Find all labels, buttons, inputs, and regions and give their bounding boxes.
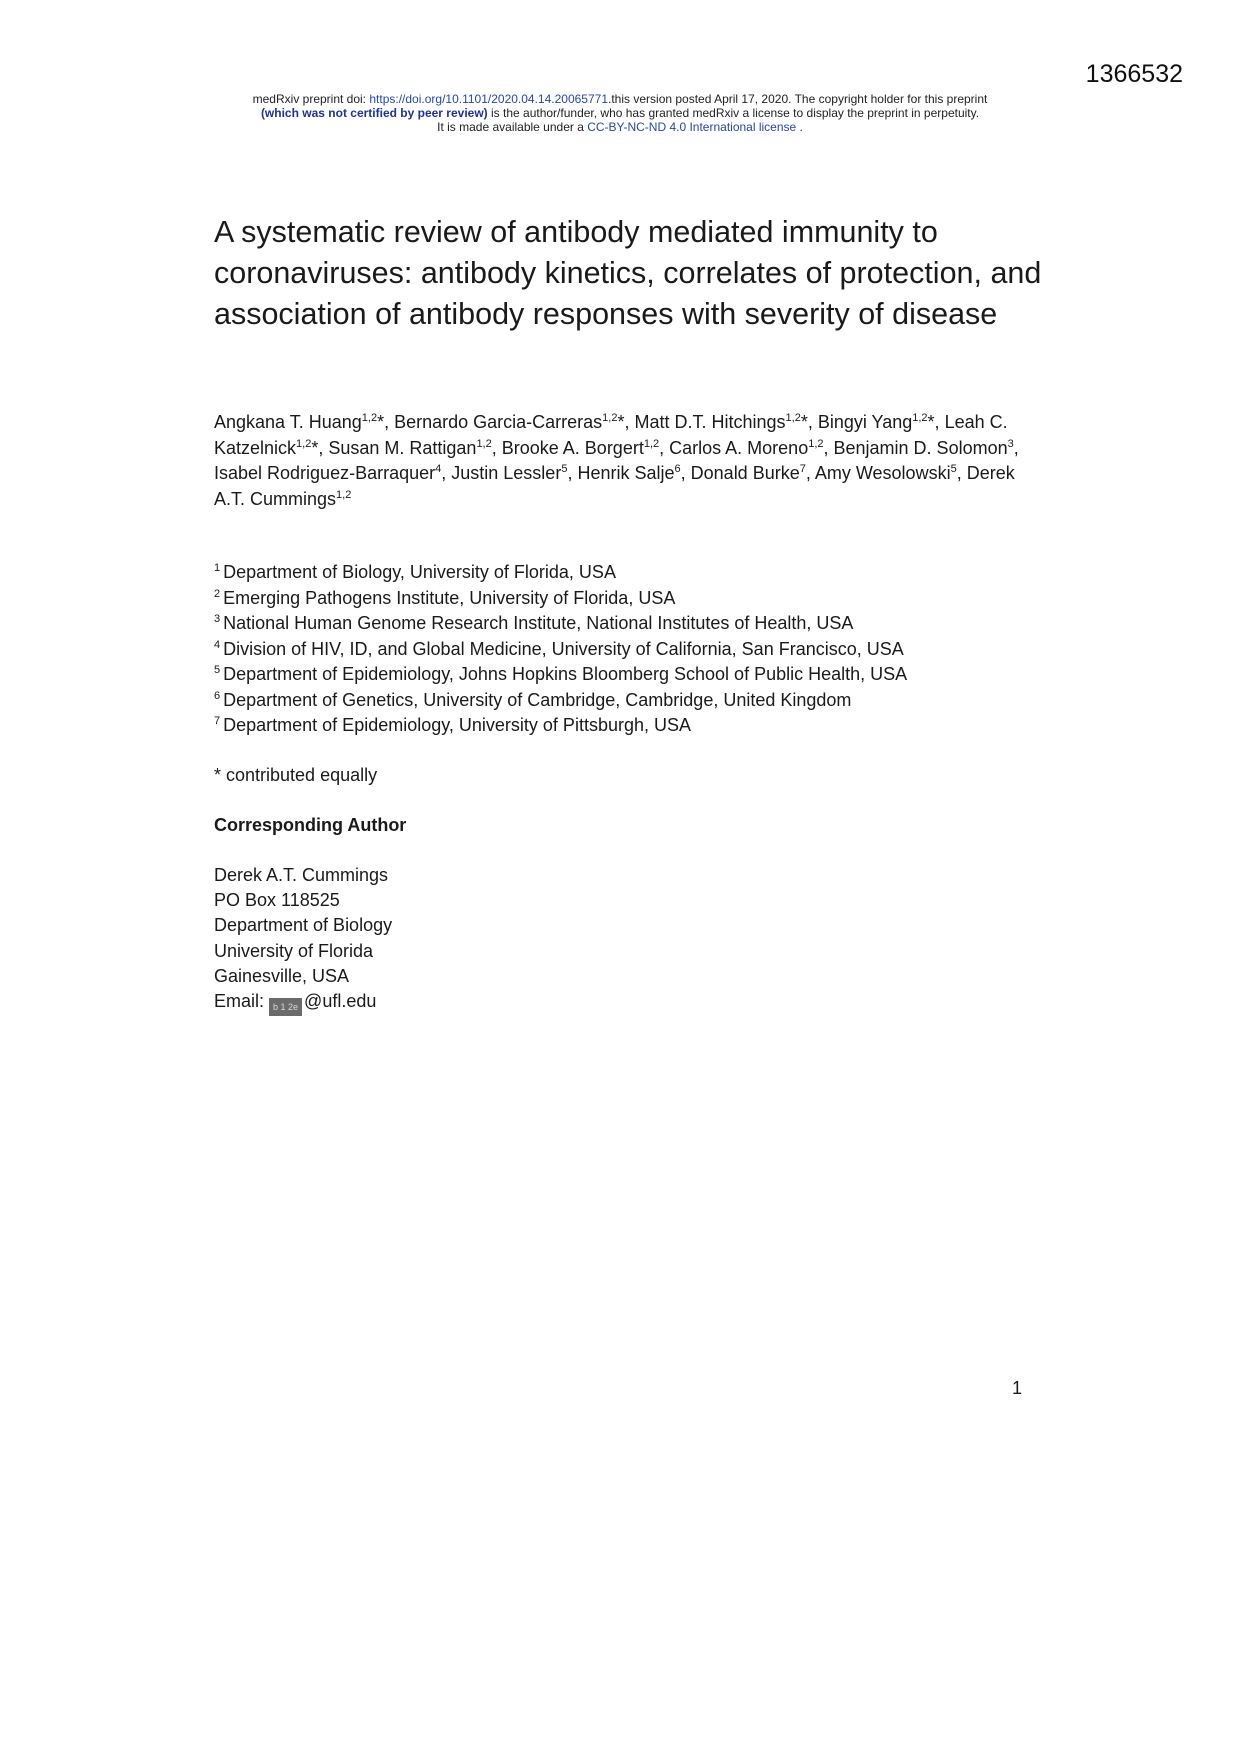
author-name: Carlos A. Moreno xyxy=(669,437,809,458)
affiliation-item xyxy=(214,688,1034,714)
author-separator: *, xyxy=(311,437,329,458)
corresponding-author-heading: Corresponding Author xyxy=(214,815,407,835)
affiliation-text: Emerging Pathogens Institute, University of Florida, USA xyxy=(223,587,676,608)
affiliation-text: Department of Epidemiology, Johns Hopkins Bloomberg School of Public Health, USA xyxy=(223,664,908,684)
corresponding-name: Derek A.T. Cummings xyxy=(214,865,389,885)
author xyxy=(691,463,815,483)
author xyxy=(818,412,945,432)
author-separator: *, xyxy=(617,412,635,432)
author-affiliation-marker: 1,2 xyxy=(602,412,618,424)
author-affiliation-marker: 1,2 xyxy=(808,437,824,450)
author-affiliation-marker: 1,2 xyxy=(296,437,312,450)
affiliation-text: Division of HIV, ID, and Global Medicine, University of California, San Francisco, USA xyxy=(223,638,904,659)
affiliation-text: Department of Genetics, University of Cambridge, Cambridge, United Kingdom xyxy=(223,689,852,710)
email-line xyxy=(214,989,392,1016)
author-separator: , xyxy=(956,463,967,483)
affiliation-text: Department of Epidemiology, University of Pittsburgh, USA xyxy=(223,715,691,735)
author-name: Henrik Salje xyxy=(577,463,675,483)
author-separator: , xyxy=(441,463,452,483)
author-affiliation-marker: 1,2 xyxy=(476,437,492,450)
author-separator: , xyxy=(567,463,578,483)
affiliation-number: 4 xyxy=(214,638,221,651)
author-affiliation-marker: 1,2 xyxy=(912,412,928,424)
affiliation-item xyxy=(214,713,1034,739)
author xyxy=(214,412,394,432)
affiliation-number: 3 xyxy=(214,613,221,625)
po-box: PO Box 118525 xyxy=(214,890,340,911)
author-name: Isabel Rodriguez-Barraquer xyxy=(214,463,436,483)
author-affiliation-marker: 5 xyxy=(561,463,568,475)
corresponding-address xyxy=(214,863,392,1016)
affiliation-number: 5 xyxy=(214,664,221,676)
banner-doi-prefix: medRxiv preprint doi: xyxy=(252,92,370,106)
author-affiliation-marker: 5 xyxy=(950,463,957,475)
author-affiliation-marker: 4 xyxy=(435,463,442,475)
affiliation-item xyxy=(214,560,1034,586)
author-name: Bernardo Garcia-Carreras xyxy=(394,412,603,432)
banner-line-3 xyxy=(196,120,1044,134)
doi-link[interactable]: https://doi.org/10.1101/2020.04.14.20065771 xyxy=(369,92,609,106)
affiliation-item xyxy=(214,586,1034,612)
author-name: Donald Burke xyxy=(690,463,800,483)
department: Department of Biology xyxy=(214,915,393,936)
author-affiliation-marker: 3 xyxy=(1007,437,1014,450)
author-name: Leah C. Katzelnick xyxy=(214,412,1008,458)
author-name: Amy Wesolowski xyxy=(814,463,951,483)
author-separator: , xyxy=(491,437,502,458)
author-affiliation-marker: 7 xyxy=(799,463,806,475)
equal-contribution-note: * contributed equally xyxy=(214,765,378,785)
author-name: Bingyi Yang xyxy=(817,412,913,432)
affiliation-item xyxy=(214,637,1034,663)
author-separator: , xyxy=(680,463,691,483)
author-name: Matt D.T. Hitchings xyxy=(634,412,786,432)
affiliation-number: 2 xyxy=(214,587,221,600)
author-separator: *, xyxy=(800,412,818,432)
banner-line-1 xyxy=(196,92,1044,106)
email-domain[interactable]: @ufl.edu xyxy=(304,991,377,1012)
author-separator: , xyxy=(659,437,670,458)
author-separator: , xyxy=(1013,437,1019,458)
university: University of Florida xyxy=(214,940,374,961)
affiliation-number: 6 xyxy=(214,689,221,702)
paper-title: A systematic review of antibody mediated immunity to coronaviruses: antibody kinetics, correlates of protection, and association of antibody responses with severity of disease xyxy=(214,215,1042,331)
city: Gainesville, USA xyxy=(214,965,350,986)
banner-license-text: is the author/funder, who has granted medRxiv a license to display the preprint in perpetuity. xyxy=(487,106,980,120)
author xyxy=(834,438,1019,458)
affiliation-item xyxy=(214,611,1034,637)
author xyxy=(328,438,501,458)
author xyxy=(451,463,577,483)
affiliation-item xyxy=(214,662,1034,688)
peer-review-notice: (which was not certified by peer review) xyxy=(260,106,488,120)
banner-posted-text: .this version posted April 17, 2020. The copyright holder for this preprint xyxy=(608,92,988,106)
author-affiliation-marker: 1,2 xyxy=(785,412,801,424)
author-name: Justin Lessler xyxy=(451,463,562,483)
page-number: 1 xyxy=(1012,1378,1023,1398)
preprint-banner xyxy=(196,92,1044,134)
author-separator: *, xyxy=(927,412,945,432)
author xyxy=(815,463,967,483)
affiliation-number: 1 xyxy=(214,562,221,574)
affiliation-number: 7 xyxy=(214,715,221,727)
author xyxy=(669,438,833,458)
affiliation-text: Department of Biology, University of Florida, USA xyxy=(223,562,616,582)
author xyxy=(502,438,669,458)
author-name: Benjamin D. Solomon xyxy=(833,437,1008,458)
author-affiliation-marker: 6 xyxy=(674,463,681,475)
author-affiliation-marker: 1,2 xyxy=(643,437,660,450)
author-name: Susan M. Rattigan xyxy=(328,437,477,458)
banner-end-text: . xyxy=(796,120,803,134)
redacted-box: b 1 2e xyxy=(269,998,302,1016)
author-name: Brooke A. Borgert xyxy=(501,437,644,458)
affiliation-list xyxy=(214,560,1034,739)
author xyxy=(577,463,690,483)
author xyxy=(394,412,634,432)
author-separator: *, xyxy=(377,412,395,432)
author xyxy=(214,463,451,483)
affiliation-text: National Human Genome Research Institute, National Institutes of Health, USA xyxy=(223,613,854,633)
author-separator: , xyxy=(805,463,815,483)
banner-line-2 xyxy=(196,106,1044,120)
author-affiliation-marker: 1,2 xyxy=(361,412,378,424)
document-number: 1366532 xyxy=(1085,60,1183,88)
author-list xyxy=(214,410,1034,512)
author-separator: , xyxy=(823,437,834,458)
email-label: Email: xyxy=(214,991,270,1012)
author xyxy=(634,412,817,432)
author-affiliation-marker: 1,2 xyxy=(336,488,352,501)
author-name: Angkana T. Huang xyxy=(214,412,362,432)
author-name: Derek A.T. Cummings xyxy=(214,463,1015,509)
license-link[interactable]: CC-BY-NC-ND 4.0 International license xyxy=(587,120,797,134)
banner-available-text: It is made available under a xyxy=(437,120,588,134)
